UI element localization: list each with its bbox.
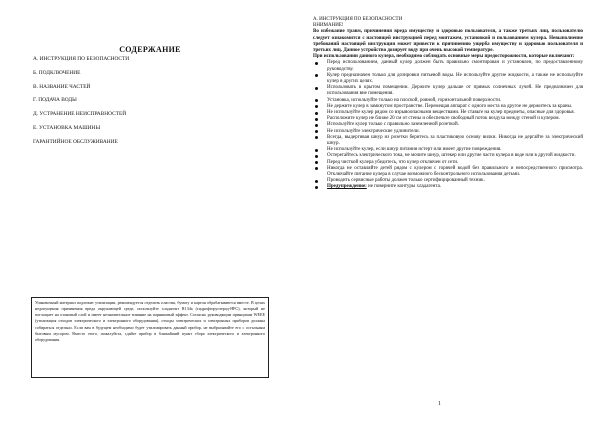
list-item-text: Не используйте кулер, если шнур питания истерт или имеет другие повреждения. (327, 147, 502, 153)
list-item-text: Остерегайтесь электрического тока, не мочите шнур, штекер или другие части кулера в воде или в другой жидкости. (327, 153, 576, 159)
toc-title: СОДЕРЖАНИЕ (119, 45, 181, 54)
bullet-icon (315, 180, 318, 183)
bullet-icon (315, 118, 318, 121)
safety-section (313, 17, 583, 191)
bullet-icon (315, 124, 318, 127)
toc-item-installation: Е. УСТАНОВКА МАШИНЫ (33, 124, 101, 131)
bullet-icon (315, 130, 318, 133)
right-page (300, 0, 600, 429)
intro-paragraph (313, 29, 583, 54)
list-item-text: Не держите кулер в замкнутом пространстве. Перемещая аппарат с одного места на другое не держитесь за краны. (327, 103, 573, 109)
bullet-icon (315, 149, 318, 152)
recycling-notice: Упаковочный материал подлежит утилизации, рекомендуется отделить пластик, бумагу и картон обрабатываются вместе. В целях недопущения причинения вреда окружающей среде, используйте хладагент R134a (гидрофторуглерод-HFC), который не поглощает на озоновый слой и имеет незначительное влияние на парниковый эффект. Согласно руководящим принципам WEEE (утилизация отходов электрического и электронного оборудования), отходы электрических и электронных приборов должны собираться отдельно. Если вам в будущем необходимо будет утилизировать данный прибор, не выбрасывайте его с остальным бытовым мусором. Вместо этого, пожалуйста, сдайте прибор в ближайший пункт сбора электрического и электронного оборудования. (31, 297, 269, 378)
list-item-text: Не используйте кулер рядом со взрывоопасными веществами. Не ставьте на кулер предметы, опасные для здоровья. (327, 110, 575, 116)
list-item-text: Проводить сервисные работы должен только сертифицированный техник. (327, 178, 485, 184)
list-item (313, 85, 583, 97)
intro-warning: Во избежание травм, причинения вреда имуществу и здоровью пользователя, а также третьих лиц, пользователю следует ознакомится с настоящей инструкцией перед монтажем, установкой и пользованием кулера. Невыполнение требований настоящей инструкции может привести к причинению ущерба имуществу и здоровью пользователя и третьих лиц. (313, 29, 583, 54)
warning-label: Предупреждение: (327, 184, 367, 190)
page-number: 1 (438, 401, 441, 407)
bullet-icon (315, 87, 318, 90)
bullet-icon (315, 161, 318, 164)
toc-item-warranty: ГАРАНТИЙНОЕ ОБСЛУЖИВАНИЕ (33, 138, 118, 145)
bullet-icon (315, 99, 318, 102)
list-item-text: Расположите кулер не ближе 20 см от стены и обеспечьте свободный поток воздуха между стеной и кулером. (327, 116, 560, 122)
attention-heading: ВНИМАНИЕ! (313, 23, 344, 29)
list-item (313, 73, 583, 85)
list-item (313, 166, 583, 178)
safety-list (313, 60, 583, 190)
list-item-text: Установка, используйте только на плоской, ровной, горизонтальной поверхности. (327, 97, 502, 103)
toc-item-safety: А. ИНСТРУКЦИЯ ПО БЕЗОПАСНОСТИ (33, 56, 130, 62)
table-of-contents (33, 57, 273, 153)
bullet-icon (315, 112, 318, 115)
toc-item-water-supply: Г. ПОДАЧА ВОДЫ (33, 97, 77, 104)
bullet-icon (315, 136, 318, 139)
list-item (313, 135, 583, 147)
list-item-text: Используйте кулер только с правильно заземленной розеткой. (327, 122, 459, 128)
bullet-icon (315, 186, 318, 189)
list-item-text: Перед чисткой кулера убедитесь, что кулер отключен от сети. (327, 159, 459, 165)
intro-temperature: Данное устройство дозирует воду при очень высокой температуре. (343, 48, 494, 54)
toc-item-troubleshooting: Д. УСТРАНЕНИЕ НЕИСПРАВНОСТЕЙ (33, 111, 127, 118)
toc-item-connection: Б. ПОДКЛЮЧЕНИЕ (33, 69, 81, 76)
list-item-text: Не используйте электрические удлинители. (327, 128, 420, 134)
list-item-text: Никогда не оставляйте детей рядом с кулером с горячей водой без правильного и непосредственного присмотра. Отключайте питание кулера в случае возможного бесконтрольного использования детьми. (327, 165, 583, 178)
list-item-text: Кулер предназначен только для дозировки питьевой воды. Не используйте другие жидкости, а также не используйте кулер в других целях. (327, 72, 583, 85)
toc-item-parts: В. НАЗВАНИЕ ЧАСТЕЙ (33, 83, 91, 90)
list-item-text: Перед использованием, данный кулер должен быть правильно смонтирован и установлен, по предоставленному руководству. (327, 60, 583, 72)
intro-measures: При использовании данного кулера, необходимо соблюдать основные меры предосторожности, которые включают: (313, 54, 575, 60)
section-heading: А. ИНСТРУКЦИЯ ПО БЕЗОПАСНОСТИ (313, 17, 403, 22)
warning-text: не поверните контуры хладагента. (366, 184, 442, 190)
list-item-text: Всегда, выдергивая шнур из розетки беритесь за пластиковую основу вилки. Никогда не дергайте за электрический шнур. (327, 134, 583, 147)
list-item (313, 60, 583, 72)
bullet-icon (315, 167, 318, 170)
list-item (313, 184, 583, 190)
bullet-icon (315, 105, 318, 108)
bullet-icon (315, 62, 318, 65)
list-item-text: Использовать в крытом помещении. Держите кулер дальше от прямых солнечных лучей. Не предназначен для использования вне помещения. (327, 85, 583, 97)
bullet-icon (315, 155, 318, 158)
bullet-icon (315, 74, 318, 77)
